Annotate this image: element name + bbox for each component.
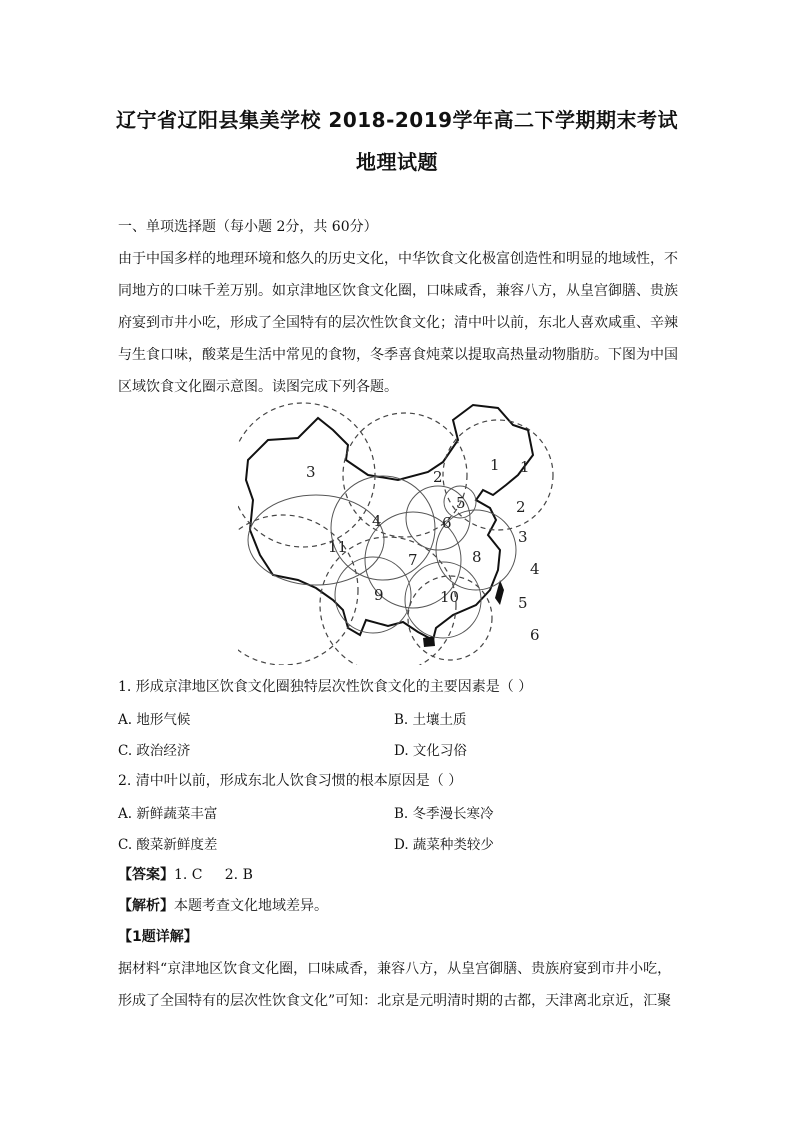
map-label-4a: 4 (372, 512, 382, 530)
material-line-2: 同地方的口味千差万别。如京津地区饮食文化圈，口味咸香，兼容八方，从皇宫御膳、贵族 (118, 283, 678, 299)
question-2-option-b: B. 冬季漫长寒冷 (394, 806, 494, 822)
map-label-2b: 2 (516, 498, 526, 516)
section-heading: 一、单项选择题（每小题 2分，共 60分） (118, 219, 378, 235)
analysis-text: 本题考查文化地域差异。 (174, 898, 328, 914)
map-label-6a: 6 (442, 514, 452, 532)
analysis-label: 【解析】 (118, 898, 174, 914)
question-1-option-c: C. 政治经济 (118, 743, 191, 759)
question-2-stem: 2. 清中叶以前，形成东北人饮食习惯的根本原因是（ ） (118, 773, 463, 789)
map-label-2a: 2 (433, 468, 443, 486)
material-line-4: 与生食口味，酸菜是生活中常见的食物，冬季喜食炖菜以提取高热量动物脂肪。下图为中国 (118, 347, 678, 363)
question-1-stem: 1. 形成京津地区饮食文化圈独特层次性饮食文化的主要因素是（ ） (118, 679, 533, 695)
question-2-option-d: D. 蔬菜种类较少 (394, 837, 494, 853)
map-label-3a: 3 (306, 463, 316, 481)
document-subtitle: 地理试题 (356, 150, 438, 174)
analysis-row (118, 895, 328, 915)
question-1-option-d: D. 文化习俗 (394, 743, 467, 759)
map-label-9: 9 (374, 586, 384, 604)
document-title: 辽宁省辽阳县集美学校 2018-2019学年高二下学期期末考试 (115, 108, 679, 132)
food-culture-map (238, 400, 558, 665)
map-label-3b: 3 (518, 528, 528, 546)
material-line-1: 由于中国多样的地理环境和悠久的历史文化，中华饮食文化极富创造性和明显的地域性，不 (118, 251, 678, 267)
answer-text: 1. C 2. B (174, 867, 253, 883)
detail-line-2: 形成了全国特有的层次性饮食文化”可知：北京是元明清时期的古都，天津离北京近，汇聚 (118, 993, 672, 1009)
taiwan-island (495, 580, 504, 605)
map-label-11: 11 (328, 538, 348, 556)
map-label-6b: 6 (530, 626, 540, 644)
question-2-option-a: A. 新鲜蔬菜丰富 (118, 806, 218, 822)
material-line-3: 府宴到市井小吃，形成了全国特有的层次性饮食文化；清中叶以前，东北人喜欢咸重、辛辣 (118, 315, 678, 331)
map-label-1a: 1 (490, 456, 500, 474)
hainan-island (423, 636, 435, 647)
question-1-option-a: A. 地形气候 (118, 712, 191, 728)
detail-heading: 【1题详解】 (118, 929, 198, 945)
map-label-8: 8 (472, 548, 482, 566)
material-line-5: 区域饮食文化圈示意图。读图完成下列各题。 (118, 379, 398, 395)
china-outline (246, 405, 533, 640)
map-label-4b: 4 (530, 560, 540, 578)
question-2-option-c: C. 酸菜新鲜度差 (118, 837, 218, 853)
map-label-5a: 5 (456, 494, 466, 512)
map-label-10: 10 (440, 588, 460, 606)
answer-label: 【答案】 (118, 867, 174, 883)
detail-line-1: 据材料“京津地区饮食文化圈，口味咸香，兼容八方，从皇宫御膳、贵族府宴到市井小吃， (118, 961, 672, 977)
map-label-1b: 1 (520, 458, 530, 476)
answer-row (118, 864, 253, 884)
question-1-option-b: B. 土壤土质 (394, 712, 467, 728)
map-figure (238, 400, 558, 665)
map-label-7: 7 (408, 551, 418, 569)
map-label-5b: 5 (518, 594, 528, 612)
